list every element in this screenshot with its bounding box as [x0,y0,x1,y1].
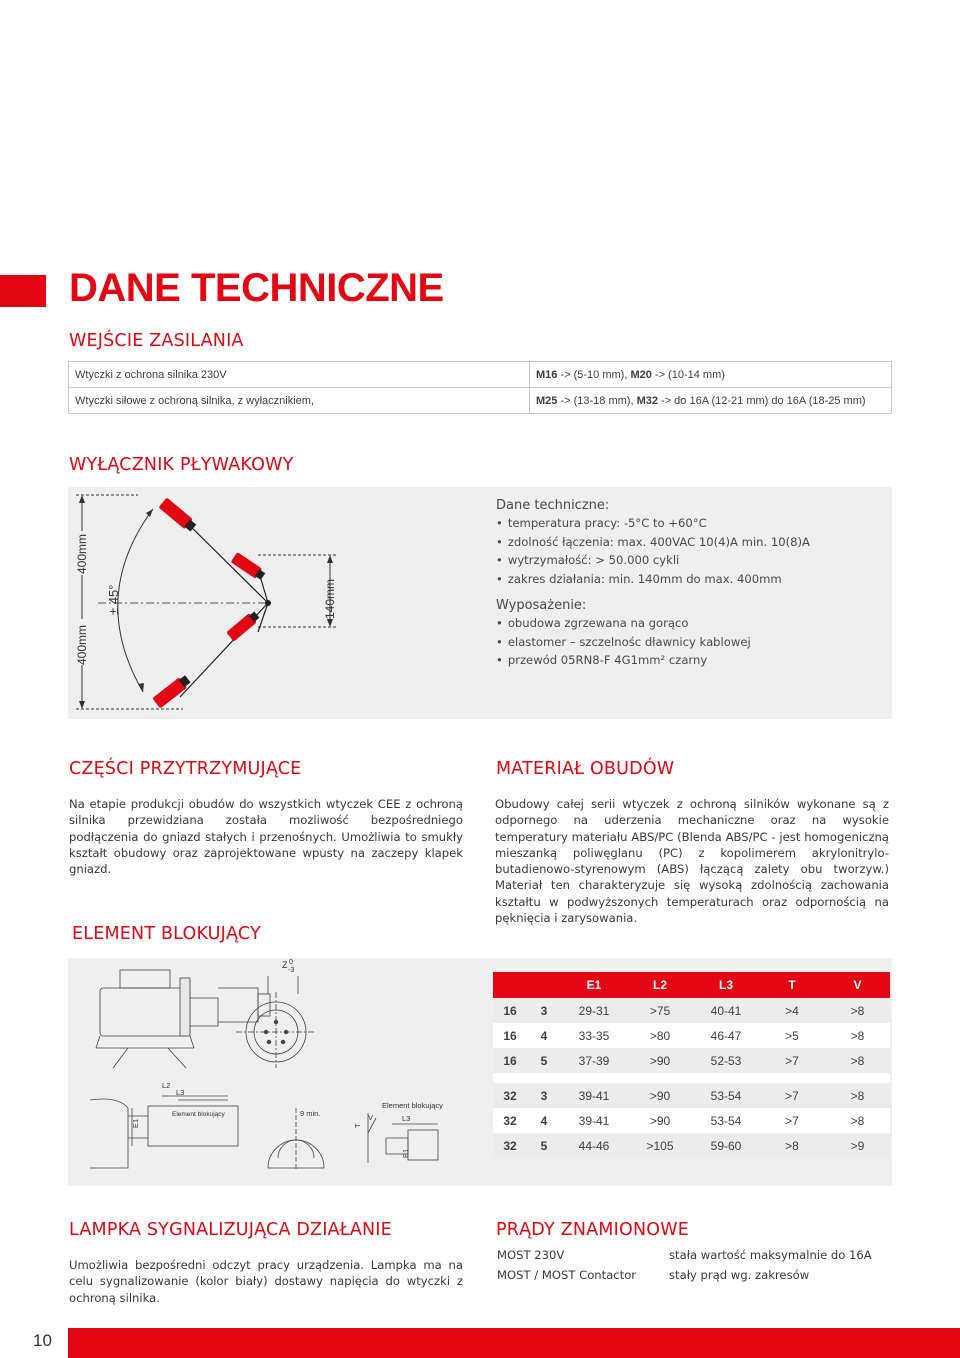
power-input-left: Wtyczki siłowe z ochroną silnika, z wyłacznikiem, [69,388,530,414]
tech-data-heading: Dane techniczne: [496,498,610,513]
rated-currents-heading: PRĄDY ZNAMIONOWE [496,1220,689,1240]
element-label: Element blokujący [172,1111,225,1118]
table-row [493,998,890,1023]
power-input-left: Wtyczki z ochrona silnika 230V [69,362,530,388]
min-9-label: 9 min. [300,1109,321,1118]
equipment-heading: Wyposażenie: [496,598,587,613]
table-cell: 29-31 [561,998,627,1023]
table-cell: 33-35 [561,1023,627,1048]
footer-bar [68,1328,960,1358]
t-label: T [353,1123,362,1128]
gland-size: M25 [536,394,558,407]
z-label: Z [282,960,288,970]
power-input-row [69,388,892,414]
retaining-parts-text: Na etapie produkcji obudów do wszystkich wtyczek CEE z ochroną silnika przewidziana została mozliwość bezpośredniego podłączenia do gniazd stałych i przenośnych. Umożliwia to smukły kształt obudowy oraz zaprojektowane wpusty na zaczepy klapek gniazd. [69,797,463,877]
dim-400-top: 400mm [75,533,89,574]
signal-lamp-text: Umożliwia bezpośredni odczyt pracy urządzenia. Lampka ma na celu sygnalizowanie (kolor biały) dostawy napięcia do wtyczki z ochroną silnika. [69,1258,463,1305]
dim-140: 140mm [323,578,337,619]
rated-current-label: MOST 230V [497,1248,565,1262]
table-cell: 4 [527,1023,561,1048]
table-separator [493,1073,890,1083]
tech-item: • zakres działania: min. 140mm do max. 400mm [496,570,810,589]
table-cell: 5 [527,1133,561,1158]
tech-item: • zdolność łączenia: max. 400VAC 10(4)A min. 10(8)A [496,533,810,552]
table-cell: >90 [627,1083,693,1108]
float-upper [159,497,198,533]
locking-element-panel [68,958,892,1186]
table-header-cell [527,972,561,998]
table-cell: 4 [527,1108,561,1133]
gland-range: -> (13-18 mm), [557,394,637,407]
gland-size: M32 [636,394,658,407]
float-mid-upper [231,552,267,582]
table-cell: 52-53 [693,1048,759,1073]
power-input-row [69,362,892,388]
table-cell: 16 [493,1023,527,1048]
equipment-item: • elastomer – szczelnośc dławnicy kablowej [496,633,751,652]
table-cell: 16 [493,998,527,1023]
table-cell: 32 [493,1083,527,1108]
table-cell: 5 [527,1048,561,1073]
z-sub-label: -3 [288,967,295,974]
signal-lamp-heading: LAMPKA SYGNALIZUJĄCA DZIAŁANIE [69,1220,392,1240]
tech-data-list [496,514,810,588]
gland-range: -> do 16A (12-21 mm) do 16A (18-25 mm) [657,394,866,407]
title-accent-bar [0,275,46,307]
rated-current-value: stały prąd wg. zakresów [669,1268,810,1282]
table-cell: 3 [527,998,561,1023]
l3b-label: L3 [402,1114,411,1123]
table-cell: >8 [825,1083,890,1108]
table-cell: 59-60 [693,1133,759,1158]
l2-label: L2 [162,1081,171,1090]
retaining-parts-heading: CZĘŚCI PRZYTRZYMUJĄCE [69,759,302,779]
table-cell: 39-41 [561,1083,627,1108]
gland-size: M16 [536,368,558,381]
table-cell: >7 [759,1083,825,1108]
table-cell: 32 [493,1133,527,1158]
table-cell: >8 [825,1048,890,1073]
table-cell: 53-54 [693,1083,759,1108]
table-cell: 16 [493,1048,527,1073]
e1b-label: E1 [401,1148,410,1158]
power-input-right [530,388,892,414]
gland-size: M20 [630,368,652,381]
equipment-item: • obudowa zgrzewana na gorąco [496,614,751,633]
table-cell: 39-41 [561,1108,627,1133]
power-input-heading: WEJŚCIE ZASILANIA [69,331,244,351]
rated-current-value: stała wartość maksymalnie do 16A [669,1248,872,1262]
housing-material-heading: MATERIAŁ OBUDÓW [496,759,675,779]
table-header-cell: T [759,972,825,998]
l3-label: L3 [176,1088,185,1097]
table-cell: >7 [759,1048,825,1073]
gland-range: -> (5-10 mm), [557,368,631,381]
table-cell: 44-46 [561,1133,627,1158]
dim-400-bottom: 400mm [75,624,89,665]
angle-label: ± 45° [106,584,121,615]
locking-element-heading: ELEMENT BLOKUJĄCY [72,924,261,944]
table-cell: >80 [627,1023,693,1048]
table-cell: 40-41 [693,998,759,1023]
float-switch-panel [68,487,892,719]
table-cell: >8 [825,1108,890,1133]
e1-label: E1 [131,1118,140,1128]
housing-material-text: Obudowy całej serii wtyczek z ochroną silników wykonane są z odpornego na uderzenia mechaniczne oraz na wysokie temperatury materiału ABS/PC (Blenda ABS/PC - jest homogeniczną mieszanką poliwęglanu (PC) z kopolimerem akrylonitrylo-butadienowo-styrenowym (ABS) łączącą zalety obu tworzyw.) Materiał ten charakteryzuje się wysoką zdolnością zachowania kształtu w podwyższonych temperaturach oraz odpornością na pęknięcia i zarysowania. [495,797,889,926]
table-header-cell: V [825,972,890,998]
equipment-item: • przewód 05RN8-F 4G1mm² czarny [496,651,751,670]
table-header-cell: L3 [693,972,759,998]
power-input-right [530,362,892,388]
table-cell: >8 [759,1133,825,1158]
rated-current-label: MOST / MOST Contactor [497,1268,637,1282]
table-cell: >5 [759,1023,825,1048]
gland-range: -> (10-14 mm) [651,368,725,381]
table-row [493,1133,890,1158]
table-cell: >90 [627,1048,693,1073]
table-row [493,1023,890,1048]
z-sup-label: 0 [289,959,293,966]
table-cell: >75 [627,998,693,1023]
tech-item: • temperatura pracy: -5°C to +60°C [496,514,810,533]
table-cell: 37-39 [561,1048,627,1073]
power-input-table [68,361,892,414]
equipment-list [496,614,751,670]
table-cell: 46-47 [693,1023,759,1048]
table-header-cell: E1 [561,972,627,998]
table-cell: 32 [493,1108,527,1133]
page-number: 10 [33,1331,52,1350]
tech-item: • wytrzymałość: > 50.000 cykli [496,551,810,570]
element2-label: Element blokujący [382,1101,443,1110]
table-cell: >8 [825,1023,890,1048]
table-cell: >105 [627,1133,693,1158]
page-title: DANE TECHNICZNE [69,266,444,310]
table-header-row [493,972,890,998]
float-switch-heading: WYŁĄCZNIK PŁYWAKOWY [69,455,294,475]
table-cell: 3 [527,1083,561,1108]
table-row [493,1048,890,1073]
table-row [493,1108,890,1133]
table-header-cell [493,972,527,998]
table-cell: >9 [825,1133,890,1158]
v-label: V [368,1113,374,1122]
float-mid-lower [226,610,261,642]
locking-element-table [493,972,890,1158]
table-cell: >90 [627,1108,693,1133]
table-cell: 53-54 [693,1108,759,1133]
table-cell: >8 [825,998,890,1023]
float-switch-diagram [68,487,368,719]
table-row [493,1083,890,1108]
table-cell: >7 [759,1108,825,1133]
table-cell: >4 [759,998,825,1023]
locking-element-drawing [68,958,488,1186]
table-header-cell: L2 [627,972,693,998]
